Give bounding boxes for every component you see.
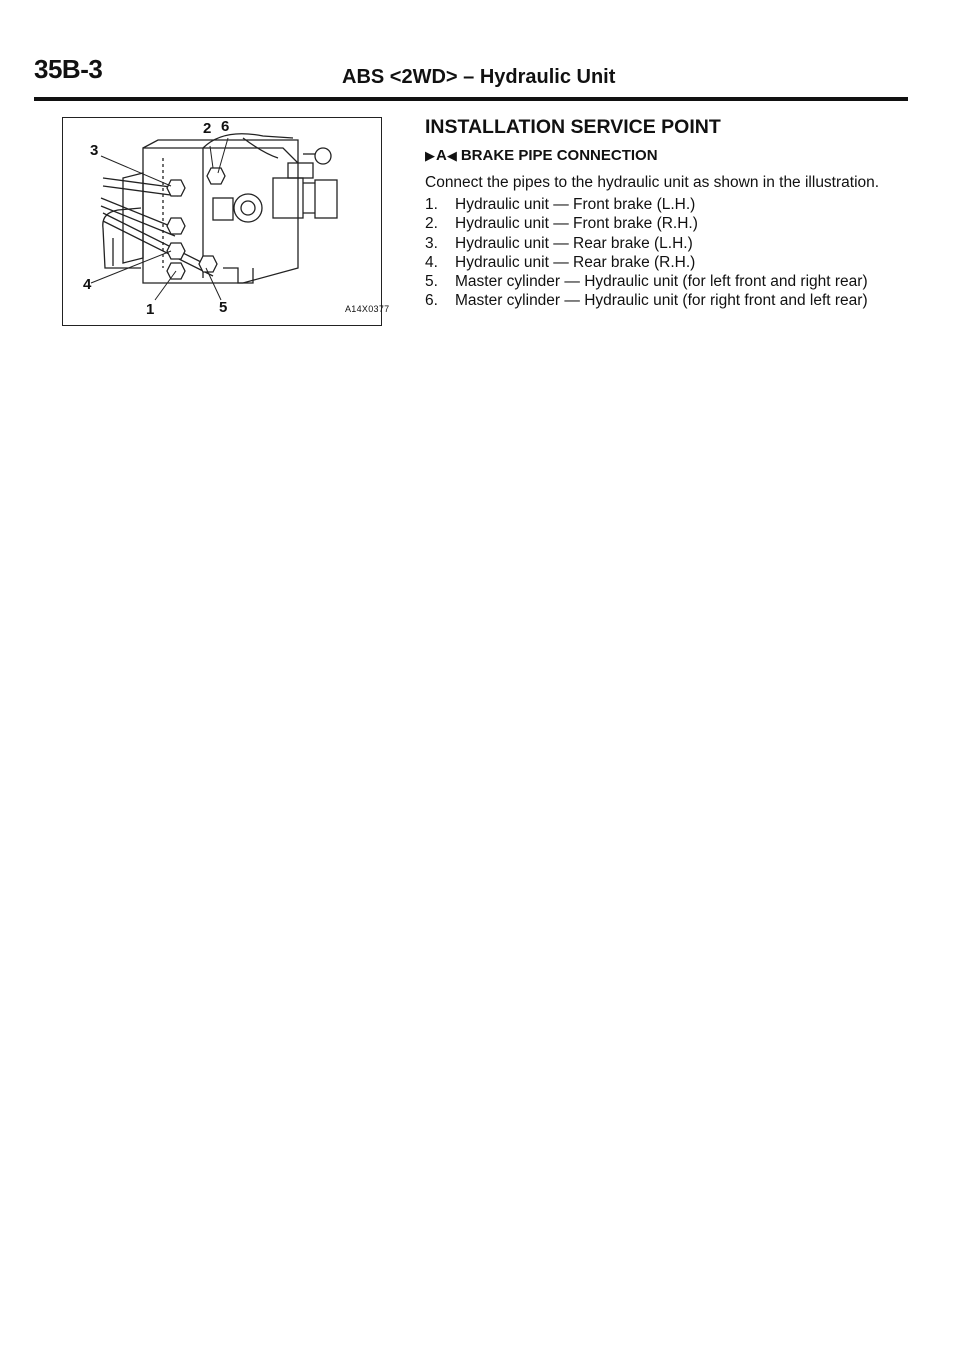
figure-code: A14X0377 [345,304,390,314]
right-triangle-icon: ▶ [425,147,435,163]
page-number: 35B-3 [34,54,103,84]
subheading-letter: A [436,147,447,164]
section-title: INSTALLATION SERVICE POINT [425,116,721,138]
header-rule [34,97,908,101]
hydraulic-unit-illustration [62,117,390,326]
callout-2: 2 [203,120,212,137]
list-item: 1. Hydraulic unit — Front brake (L.H.) [425,196,696,213]
left-triangle-icon: ◀ [446,147,457,163]
list-item: 3. Hydraulic unit — Rear brake (L.H.) [425,234,693,252]
callout-4: 4 [83,276,92,293]
intro-text: Connect the pipes to the hydraulic unit as shown in the illustration. [425,174,880,191]
callout-6: 6 [221,118,230,135]
list-item: 2. Hydraulic unit — Front brake (R.H.) [425,215,698,233]
installation-section [425,116,909,311]
subheading-title: BRAKE PIPE CONNECTION [460,147,658,164]
callout-5: 5 [219,299,228,316]
subheading [425,147,909,164]
pipe-connection-list [425,195,909,311]
list-item: 6. Master cylinder — Hydraulic unit (for right front and left rear) [425,292,868,310]
hydraulic-unit-drawing [63,118,383,327]
list-item: 4. Hydraulic unit — Rear brake (R.H.) [425,253,696,271]
list-item: 5. Master cylinder — Hydraulic unit (for left front and right rear) [425,273,868,291]
callout-3: 3 [90,142,99,159]
page-title: ABS <2WD> – Hydraulic Unit [342,66,616,88]
callout-1: 1 [146,301,155,318]
